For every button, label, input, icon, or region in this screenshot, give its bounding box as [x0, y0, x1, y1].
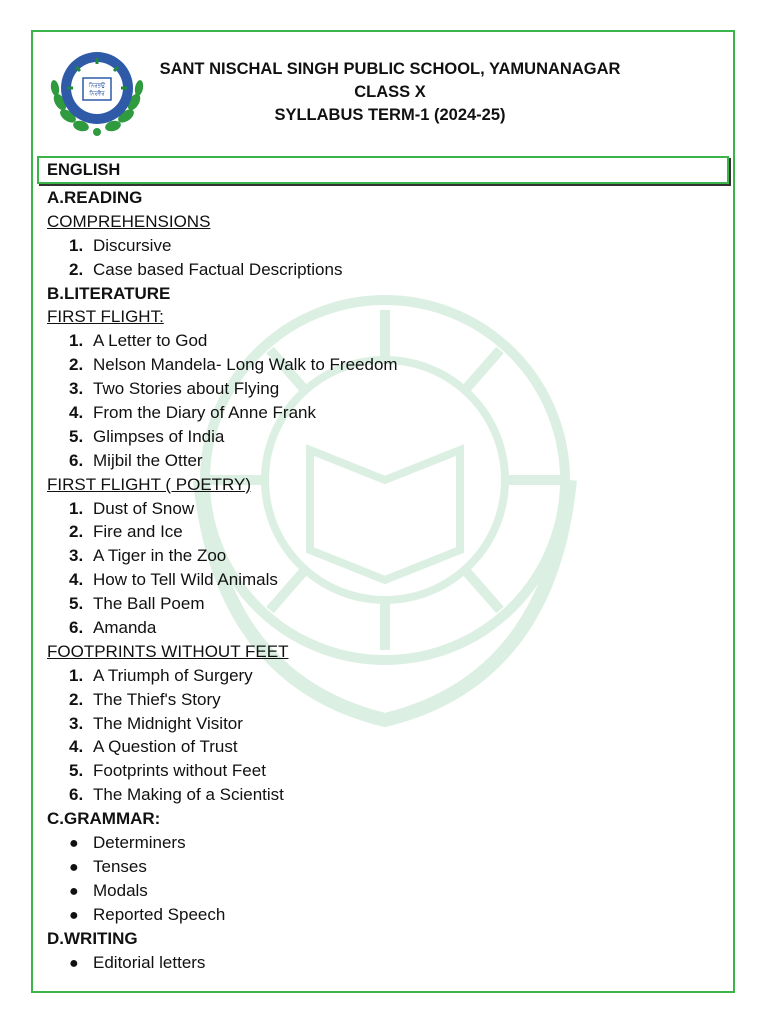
list-item: 5. Glimpses of India	[69, 426, 225, 446]
list-item: 1. A Letter to God	[69, 331, 208, 351]
syllabus-content	[47, 186, 717, 974]
bullet-item: ● Tenses	[69, 856, 147, 876]
section-heading-reading: A.READING	[47, 188, 143, 207]
school-name: SANT NISCHAL SINGH PUBLIC SCHOOL, YAMUNANAGAR	[159, 60, 621, 78]
section-heading-literature: B.LITERATURE	[47, 283, 171, 303]
school-emblem-icon	[46, 44, 148, 140]
subsection-footprints: FOOTPRINTS WITHOUT FEET	[47, 641, 289, 661]
list-item: 1. Dust of Snow	[69, 498, 195, 518]
list-item: 2. Nelson Mandela- Long Walk to Freedom	[69, 355, 398, 375]
list-item: 3. The Midnight Visitor	[69, 713, 243, 733]
list-item: 6. Amanda	[69, 618, 157, 638]
section-heading-grammar: C.GRAMMAR:	[47, 809, 161, 829]
list-item: 2. Case based Factual Descriptions	[69, 259, 343, 279]
list-item: 6. The Making of a Scientist	[69, 785, 284, 805]
list-item: 1. Discursive	[69, 235, 172, 255]
list-item: 1. A Triumph of Surgery	[69, 665, 253, 685]
list-item: 3. A Tiger in the Zoo	[69, 546, 227, 566]
list-item: 4. How to Tell Wild Animals	[69, 570, 278, 590]
list-item: 4. A Question of Trust	[69, 737, 238, 757]
list-item: 5. Footprints without Feet	[69, 761, 266, 781]
bullet-item: ● Determiners	[69, 833, 186, 853]
list-item: 5. The Ball Poem	[69, 594, 205, 614]
logo-text-2: ਨਿਰਵੈਰ	[89, 91, 105, 97]
list-item: 6. Mijbil the Otter	[69, 450, 203, 470]
bullet-item: ● Modals	[69, 880, 148, 900]
subsection-first-flight: FIRST FLIGHT:	[47, 307, 164, 327]
subsection-comprehensions: COMPREHENSIONS	[47, 211, 211, 231]
list-item: 4. From the Diary of Anne Frank	[69, 403, 316, 423]
logo-text-1: ਨਿਰਭਉ	[89, 83, 105, 89]
list-item: 2. The Thief's Story	[69, 689, 221, 709]
section-heading-writing: D.WRITING	[47, 928, 138, 948]
class-label: CLASS X	[354, 83, 426, 101]
subject-heading: ENGLISH	[37, 156, 729, 184]
bullet-item: ● Reported Speech	[69, 904, 226, 924]
list-item: 2. Fire and Ice	[69, 522, 183, 542]
subsection-poetry: FIRST FLIGHT ( POETRY)	[47, 474, 252, 494]
bullet-item: ● Editorial letters	[69, 952, 206, 972]
syllabus-title: SYLLABUS TERM-1 (2024-25)	[274, 106, 506, 124]
list-item: 3. Two Stories about Flying	[69, 379, 280, 399]
